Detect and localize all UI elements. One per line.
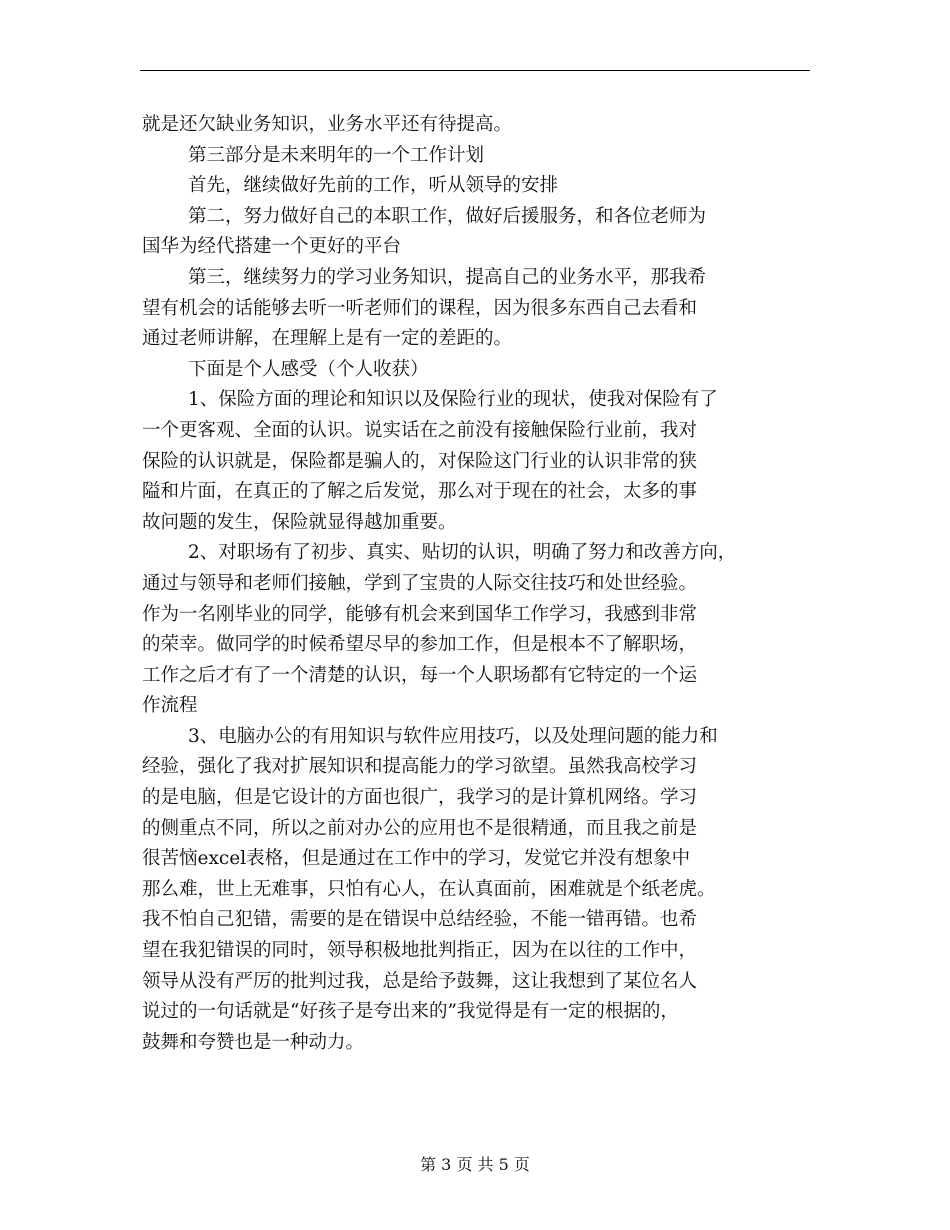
text-line: 鼓舞和夸赞也是一种动力。 (142, 1031, 365, 1053)
text-line: 保险的认识就是，保险都是骗人的，对保险这门行业的认识非常的狭 (142, 450, 698, 472)
text-line: 的侧重点不同，所以之前对办公的应用也不是很精通，而且我之前是 (142, 817, 698, 839)
text-line: 第三，继续努力的学习业务知识，提高自己的业务水平，那我希 (188, 266, 707, 288)
text-line: 工作之后才有了一个清楚的认识，每一个人职场都有它特定的一个运 (142, 664, 698, 686)
text-line: 的荣幸。做同学的时候希望尽早的参加工作，但是根本不了解职场， (142, 634, 698, 656)
text-line: 望有机会的话能够去听一听老师们的课程，因为很多东西自己去看和 (142, 297, 698, 319)
text-line: 下面是个人感受（个人收获） (188, 358, 429, 380)
text-line: 望在我犯错误的同时，领导积极地批判指正，因为在以往的工作中， (142, 940, 698, 962)
text-line: 我不怕自己犯错，需要的是在错误中总结经验，不能一错再错。也希 (142, 909, 698, 931)
text-line: 领导从没有严厉的批判过我，总是给予鼓舞，这让我想到了某位名人 (142, 970, 698, 992)
text-line: 通过老师讲解，在理解上是有一定的差距的。 (142, 328, 513, 350)
text-line: 说过的一句话就是“好孩子是夸出来的”我觉得是有一定的根据的， (142, 1001, 679, 1023)
text-line: 作为一名刚毕业的同学，能够有机会来到国华工作学习，我感到非常 (142, 603, 698, 625)
document-body (142, 110, 812, 1058)
text-line: 那么难，世上无难事，只怕有心人，在认真面前，困难就是个纸老虎。 (142, 878, 716, 900)
text-line: 第二，努力做好自己的本职工作，做好后援服务，和各位老师为 (188, 205, 707, 227)
text-line: 首先，继续做好先前的工作，听从领导的安排 (188, 175, 559, 197)
text-line: 的是电脑，但是它设计的方面也很广，我学习的是计算机网络。学习 (142, 787, 698, 809)
header-rule (140, 70, 810, 71)
page-footer: 第 3 页 共 5 页 (420, 1155, 530, 1174)
text-line: 经验，强化了我对扩展知识和提高能力的学习欲望。虽然我高校学习 (142, 756, 698, 778)
text-line: 一个更客观、全面的认识。说实话在之前没有接触保险行业前，我对 (142, 419, 698, 441)
text-line: 就是还欠缺业务知识，业务水平还有待提高。 (142, 114, 513, 135)
text-line: 隘和片面，在真正的了解之后发觉，那么对于现在的社会，太多的事 (142, 481, 698, 503)
text-line: 故问题的发生，保险就显得越加重要。 (142, 511, 457, 533)
text-line: 第三部分是未来明年的一个工作计划 (188, 144, 485, 166)
text-line: 3、电脑办公的有用知识与软件应用技巧，以及处理问题的能力和 (188, 725, 718, 747)
text-line: 作流程 (142, 695, 198, 717)
text-line: 2、对职场有了初步、真实、贴切的认识，明确了努力和改善方向， (188, 542, 737, 564)
text-line: 国华为经代搭建一个更好的平台 (142, 236, 402, 258)
text-line: 1、保险方面的理论和知识以及保险行业的现状，使我对保险有了 (188, 389, 718, 411)
text-line: 很苦恼excel表格，但是通过在工作中的学习，发觉它并没有想象中 (142, 848, 691, 870)
text-line: 通过与领导和老师们接触，学到了宝贵的人际交往技巧和处世经验。 (142, 572, 698, 594)
